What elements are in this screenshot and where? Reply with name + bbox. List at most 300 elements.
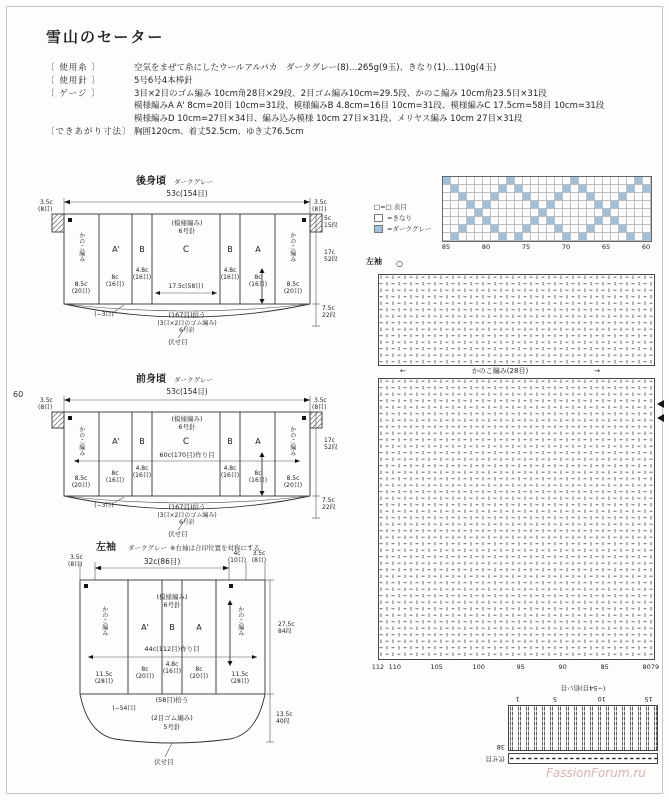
- dim-label: 5c: [324, 215, 332, 222]
- edge-pattern-label: かのこ編み: [288, 426, 296, 456]
- back-schematic: [28, 174, 346, 372]
- colorwork-cell: [443, 201, 451, 209]
- dim-label: 8.5c (20目): [283, 475, 303, 489]
- spec-row: [46, 126, 604, 139]
- colorwork-cell: [531, 233, 539, 241]
- rib-note: (3目×2目のゴム編み): [157, 320, 217, 327]
- seed-stitch-label: かのこ編み(28目): [471, 367, 529, 375]
- colorwork-cell: [507, 225, 515, 233]
- colorwork-cell: [587, 209, 595, 217]
- colorwork-cell: [451, 193, 459, 201]
- colorwork-cell: [531, 201, 539, 209]
- bindoff-label: 伏せ目: [485, 755, 505, 763]
- colorwork-cell: [539, 185, 547, 193]
- colorwork-cell: [595, 185, 603, 193]
- dim-label: 4.8c (16目): [220, 267, 240, 281]
- colorwork-cell: [547, 201, 555, 209]
- dim-label: 8.5c (20目): [283, 281, 303, 295]
- colorwork-cell: [467, 209, 475, 217]
- colorwork-cell: [499, 193, 507, 201]
- colorwork-cell: [507, 209, 515, 217]
- colorwork-cell: [643, 177, 651, 185]
- spec-label: 〔 使用針 〕: [46, 75, 101, 86]
- colorwork-cell: [579, 233, 587, 241]
- colorwork-cell: [459, 233, 467, 241]
- colorwork-cell: [627, 193, 635, 201]
- colorwork-cell: [443, 233, 451, 241]
- colorwork-cell: [587, 185, 595, 193]
- dim-label: 3.5c: [70, 554, 83, 561]
- colorwork-cell: [587, 225, 595, 233]
- rib-note: (3目×2目のゴム編み): [157, 512, 217, 519]
- colorwork-cell: [539, 193, 547, 201]
- spec-text: 5号6号4本棒針: [134, 75, 193, 86]
- colorwork-cell: [603, 225, 611, 233]
- stitch-number: 112: [371, 663, 385, 671]
- colorwork-cell: [547, 193, 555, 201]
- colorwork-cell: [555, 209, 563, 217]
- colorwork-cell: [483, 225, 491, 233]
- stitch-number: 80: [481, 243, 491, 251]
- dim-label: 3.5c: [40, 199, 53, 206]
- section-title: 前身頃: [136, 374, 166, 385]
- pattern-note: (模様編み): [171, 415, 203, 423]
- edge-pattern-label: かのこ編み: [100, 606, 108, 636]
- dim-label: 3.5c: [314, 199, 327, 206]
- colorwork-cell: [571, 177, 579, 185]
- dim-label: 8.5c (20目): [71, 475, 91, 489]
- colorwork-cell: [595, 193, 603, 201]
- spec-text: 模様編みD 10cm=27目×34目、編み込み模様 10cm 27目×31段、メリヤス編み 10cm 27目×31段: [134, 114, 523, 125]
- colorwork-cell: [619, 233, 627, 241]
- colorwork-cell: [547, 209, 555, 217]
- colorwork-cell: [627, 185, 635, 193]
- dim-label: 3.5c: [40, 397, 53, 404]
- colorwork-cell: [643, 193, 651, 201]
- needle-note: 6号針: [178, 227, 196, 235]
- bindoff-strip: [508, 753, 658, 764]
- dim-label: 4.8c (16目): [220, 465, 240, 479]
- colorwork-grid: [442, 176, 652, 242]
- needle-note: 6号針: [163, 601, 181, 609]
- colorwork-cell: [603, 193, 611, 201]
- colorwork-cell: [611, 225, 619, 233]
- dim-label: 7.5c: [322, 497, 335, 504]
- colorwork-cell: [619, 225, 627, 233]
- colorwork-cell: [555, 233, 563, 241]
- stitch-chart-top: [378, 274, 656, 366]
- legend-swatch: [374, 214, 383, 222]
- spec-row: [46, 75, 604, 88]
- colorwork-cell: [483, 193, 491, 201]
- colorwork-cell: [531, 193, 539, 201]
- stitch-number: 100: [472, 663, 485, 671]
- watermark: FassionForum.ru: [546, 766, 646, 780]
- dim-label: (8目): [251, 557, 267, 564]
- colorwork-cell: [587, 201, 595, 209]
- needle-note: 6号針: [179, 327, 195, 334]
- legend-row: □=□ 表目: [374, 202, 407, 211]
- colorwork-cell: [619, 185, 627, 193]
- colorwork-cell: [603, 201, 611, 209]
- colorwork-cell: [515, 177, 523, 185]
- dim-label-top-width: 32c(86目): [143, 557, 181, 566]
- colorwork-cell: [555, 225, 563, 233]
- dim-label: 17c: [324, 249, 335, 256]
- decrease-note: (−3目): [94, 502, 114, 509]
- colorwork-cell: [563, 225, 571, 233]
- dim-label: 13.5c: [276, 711, 293, 718]
- arrow-left-icon: ←: [400, 367, 406, 375]
- spec-text: 空気をまぜて糸にしたウールアルパカ ダークグレー(8)…265g(9玉)、きなり(1)…110g(4玉): [134, 63, 497, 73]
- dim-label: 22段: [322, 504, 336, 511]
- colorwork-cell: [459, 217, 467, 225]
- colorwork-cell: [475, 225, 483, 233]
- needle-note: 5号針: [163, 723, 181, 731]
- colorwork-cell: [443, 217, 451, 225]
- dim-label: 11.5c (28目): [230, 671, 250, 685]
- colorwork-cell: [563, 185, 571, 193]
- stitch-number: 75: [521, 243, 531, 251]
- colorwork-cell: [571, 209, 579, 217]
- colorwork-cell: [499, 185, 507, 193]
- sleeve-schematic: [58, 536, 358, 794]
- dim-label: 8.5c (20目): [71, 281, 91, 295]
- colorwork-cell: [635, 177, 643, 185]
- edge-pattern-label: かのこ編み: [236, 606, 244, 636]
- colorwork-cell: [619, 209, 627, 217]
- colorwork-cell: [467, 193, 475, 201]
- colorwork-cell: [499, 233, 507, 241]
- spec-row: [46, 62, 604, 75]
- colorwork-cell: [531, 225, 539, 233]
- stitch-chart-numbers: [371, 663, 660, 672]
- edge-pattern-label: かのこ編み: [77, 426, 85, 456]
- colorwork-cell: [555, 201, 563, 209]
- colorwork-cell: [531, 217, 539, 225]
- colorwork-cell: [627, 209, 635, 217]
- stitch-number: 80: [642, 663, 651, 671]
- bindoff-label: 伏せ目: [154, 758, 174, 766]
- stitch-number: 105: [430, 663, 443, 671]
- stitch-number: 10: [597, 695, 606, 703]
- colorwork-cell: [459, 209, 467, 217]
- stitch-number: 1: [515, 695, 520, 703]
- colorwork-cell: [563, 233, 571, 241]
- colorwork-cell: [451, 177, 459, 185]
- cast-on-note: 60c(170目)作り目: [159, 451, 215, 459]
- colorwork-cell: [451, 185, 459, 193]
- spec-block: [46, 62, 604, 139]
- yarn-color-label: ダークグレー: [174, 376, 213, 384]
- colorwork-cell: [611, 193, 619, 201]
- section-title: 左袖: [96, 542, 116, 553]
- colorwork-cell: [443, 225, 451, 233]
- colorwork-cell: [467, 185, 475, 193]
- colorwork-cell: [587, 177, 595, 185]
- colorwork-cell: [627, 217, 635, 225]
- colorwork-cell: [531, 185, 539, 193]
- colorwork-cell: [635, 193, 643, 201]
- colorwork-cell: [635, 225, 643, 233]
- pickup-note: (167目)拾う: [168, 503, 206, 511]
- colorwork-cell: [611, 209, 619, 217]
- colorwork-cell: [579, 225, 587, 233]
- stitch-number: 110: [388, 663, 401, 671]
- colorwork-cell: [619, 177, 627, 185]
- rib-grid: [508, 705, 658, 751]
- marker-circle-icon: ○: [396, 259, 403, 268]
- dim-label: (8目): [312, 206, 327, 213]
- colorwork-cell: [627, 177, 635, 185]
- colorwork-cell: [539, 201, 547, 209]
- section-letter: A: [255, 437, 261, 446]
- colorwork-cell: [563, 193, 571, 201]
- colorwork-cell: [459, 225, 467, 233]
- colorwork-cell: [539, 233, 547, 241]
- colorwork-cell: [459, 185, 467, 193]
- decrease-note: (−54目): [112, 705, 136, 712]
- colorwork-cell: [635, 233, 643, 241]
- section-title: 後身頃: [136, 176, 166, 187]
- legend-row: =ダークグレー: [374, 223, 431, 234]
- dim-label: 8c (16目): [105, 470, 125, 484]
- colorwork-cell: [467, 177, 475, 185]
- colorwork-cell: [555, 217, 563, 225]
- colorwork-cell: [603, 185, 611, 193]
- dim-label: 8c (16目): [105, 274, 125, 288]
- colorwork-cell: [475, 209, 483, 217]
- spec-row: [46, 113, 604, 126]
- section-letter: A': [112, 245, 120, 254]
- colorwork-cell: [443, 209, 451, 217]
- colorwork-cell: [539, 209, 547, 217]
- rib-note: (2目ゴム編み): [151, 714, 193, 722]
- colorwork-cell: [571, 201, 579, 209]
- pattern-note: (模様編み): [171, 219, 203, 227]
- stitch-number: 85: [441, 243, 451, 251]
- colorwork-cell: [619, 193, 627, 201]
- colorwork-cell: [547, 185, 555, 193]
- colorwork-cell: [539, 177, 547, 185]
- dim-label: 8c (16目): [248, 274, 268, 288]
- section-letter: B: [139, 245, 145, 254]
- colorwork-cell: [483, 217, 491, 225]
- colorwork-cell: [611, 217, 619, 225]
- stitch-number: 15: [644, 695, 653, 703]
- dim-label: 4c: [233, 550, 241, 557]
- spec-text: 模様編みA A' 8cm=20目 10cm=31段、模様編みB 4.8cm=16目 10cm=31段、模様編みC 17.5cm=58目 10cm=31段: [134, 101, 605, 112]
- spec-row: [46, 100, 604, 113]
- dim-label: 4.8c (16目): [162, 661, 182, 675]
- seed-stitch-dimension: [400, 366, 600, 376]
- colorwork-cell: [451, 217, 459, 225]
- colorwork-cell: [443, 177, 451, 185]
- colorwork-stitch-numbers: [442, 243, 652, 252]
- pickup-note: (167目)拾う: [168, 311, 206, 319]
- bindoff-label: 伏せ目: [168, 530, 188, 538]
- colorwork-cell: [499, 201, 507, 209]
- mirror-note: ※右袖は合印位置を対称にする: [170, 544, 260, 552]
- stitch-number: 60: [641, 243, 651, 251]
- spec-text: 胸囲120cm、着丈52.5cm、ゆき丈76.5cm: [134, 126, 304, 137]
- colorwork-cell: [499, 177, 507, 185]
- section-letter: A': [141, 623, 149, 632]
- colorwork-cell: [507, 233, 515, 241]
- colorwork-cell: [491, 185, 499, 193]
- row-number: 38: [496, 743, 505, 751]
- colorwork-cell: [467, 225, 475, 233]
- colorwork-cell: [579, 217, 587, 225]
- colorwork-cell: [547, 177, 555, 185]
- dim-label: 27.5c: [278, 621, 295, 628]
- dim-label: 52段: [324, 256, 338, 263]
- colorwork-cell: [483, 177, 491, 185]
- colorwork-cell: [467, 233, 475, 241]
- colorwork-cell: [539, 225, 547, 233]
- colorwork-cell: [443, 185, 451, 193]
- dim-label: 8c (16目): [248, 470, 268, 484]
- decrease-note: (−3目): [94, 311, 114, 318]
- stitch-number: 90: [558, 663, 567, 671]
- colorwork-cell: [491, 193, 499, 201]
- section-letter: A: [196, 623, 202, 632]
- colorwork-cell: [523, 177, 531, 185]
- stitch-number: 85: [600, 663, 609, 671]
- colorwork-cell: [491, 225, 499, 233]
- colorwork-cell: [587, 193, 595, 201]
- colorwork-cell: [547, 217, 555, 225]
- spec-label: [46, 100, 134, 113]
- colorwork-cell: [451, 209, 459, 217]
- dim-label: 7.5c: [322, 305, 335, 312]
- colorwork-cell: [451, 225, 459, 233]
- colorwork-cell: [475, 193, 483, 201]
- colorwork-cell: [491, 201, 499, 209]
- colorwork-cell: [587, 217, 595, 225]
- yarn-color-label: ダークグレー: [174, 178, 213, 186]
- colorwork-cell: [491, 217, 499, 225]
- colorwork-cell: [515, 233, 523, 241]
- colorwork-cell: [459, 177, 467, 185]
- colorwork-cell: [627, 225, 635, 233]
- edge-pattern-label: かのこ編み: [77, 232, 85, 262]
- colorwork-cell: [635, 217, 643, 225]
- colorwork-cell: [499, 217, 507, 225]
- colorwork-cell: [603, 177, 611, 185]
- colorwork-cell: [451, 201, 459, 209]
- colorwork-cell: [491, 209, 499, 217]
- colorwork-cell: [507, 193, 515, 201]
- colorwork-cell: [547, 233, 555, 241]
- rib-stitch-numbers: [508, 695, 658, 703]
- colorwork-cell: [491, 233, 499, 241]
- colorwork-cell: [643, 233, 651, 241]
- colorwork-cell: [595, 217, 603, 225]
- front-schematic: [28, 372, 346, 548]
- dim-label: (8目): [312, 404, 327, 411]
- colorwork-cell: [531, 209, 539, 217]
- colorwork-cell: [619, 217, 627, 225]
- colorwork-cell: [611, 201, 619, 209]
- rib-grid-row: [452, 705, 658, 751]
- dim-label-top-width: 53c(154目): [166, 387, 208, 396]
- colorwork-cell: [507, 217, 515, 225]
- colorwork-cell: [643, 209, 651, 217]
- colorwork-cell: [643, 201, 651, 209]
- colorwork-cell: [595, 201, 603, 209]
- section-letter: C: [182, 245, 190, 255]
- colorwork-cell: [603, 217, 611, 225]
- colorwork-cell: [515, 209, 523, 217]
- colorwork-cell: [611, 233, 619, 241]
- spec-row: [46, 88, 604, 101]
- colorwork-cell: [507, 185, 515, 193]
- legend-swatch: [374, 225, 383, 233]
- colorwork-cell: [483, 201, 491, 209]
- needle-note: 6号針: [179, 519, 195, 526]
- stitch-number: 79: [650, 663, 660, 671]
- colorwork-cell: [483, 185, 491, 193]
- colorwork-cell: [571, 185, 579, 193]
- colorwork-cell: [443, 193, 451, 201]
- dim-label-mid: 17.5c(58目): [168, 283, 204, 290]
- colorwork-cell: [555, 177, 563, 185]
- section-letter: C: [182, 437, 190, 447]
- colorwork-cell: [595, 209, 603, 217]
- colorwork-cell: [603, 233, 611, 241]
- needle-note: 6号針: [178, 423, 196, 431]
- colorwork-cell: [531, 177, 539, 185]
- dim-label: 4.8c (16目): [132, 267, 152, 281]
- colorwork-cell: [491, 177, 499, 185]
- colorwork-cell: [627, 201, 635, 209]
- stitch-number: 5: [552, 695, 557, 703]
- colorwork-cell: [579, 185, 587, 193]
- colorwork-cell: [611, 185, 619, 193]
- colorwork-cell: [459, 201, 467, 209]
- colorwork-cell: [571, 225, 579, 233]
- page-title: 雪山のセーター: [46, 28, 165, 46]
- colorwork-cell: [635, 201, 643, 209]
- dim-label: 17c: [324, 437, 335, 444]
- arrow-right-icon: →: [594, 367, 600, 375]
- colorwork-cell: [571, 233, 579, 241]
- bindoff-row: [452, 753, 658, 764]
- match-mark-icon: [657, 400, 664, 408]
- dim-label: 11.5c (28目): [94, 671, 114, 685]
- colorwork-cell: [475, 185, 483, 193]
- colorwork-cell: [523, 233, 531, 241]
- section-letter: B: [139, 437, 145, 446]
- stitch-number: 95: [516, 663, 525, 671]
- colorwork-cell: [475, 201, 483, 209]
- colorwork-cell: [555, 193, 563, 201]
- stitch-number: 70: [561, 243, 571, 251]
- pickup-note: (−54目)拾い目: [560, 684, 606, 692]
- colorwork-cell: [635, 209, 643, 217]
- spec-label: 〔 使用糸 〕: [46, 63, 101, 73]
- match-mark-icon: [657, 414, 664, 422]
- dim-label: 8c (20目): [135, 666, 155, 680]
- colorwork-cell: [547, 225, 555, 233]
- spec-label: 〔できあがり寸法〕: [46, 126, 132, 137]
- colorwork-cell: [507, 177, 515, 185]
- colorwork-cell: [523, 217, 531, 225]
- stitch-chart-main: [378, 378, 666, 660]
- colorwork-cell: [579, 193, 587, 201]
- colorwork-cell: [523, 225, 531, 233]
